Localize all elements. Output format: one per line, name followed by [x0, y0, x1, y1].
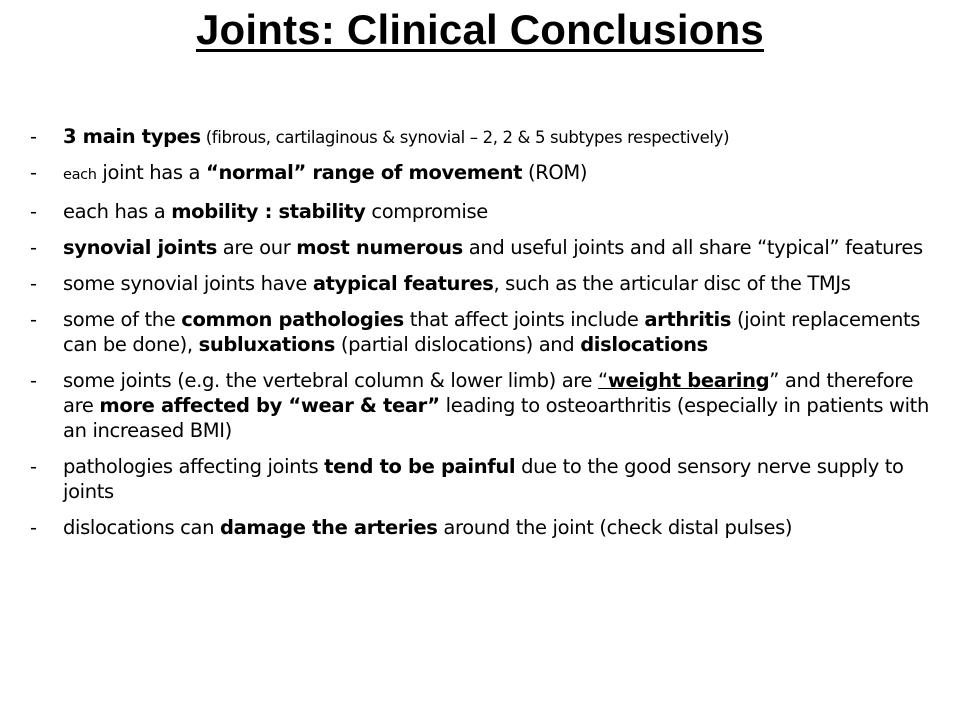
bullet-text: (ROM)	[522, 161, 588, 184]
slide-title: Joints: Clinical Conclusions	[195, 6, 764, 53]
bullet-text: due to the good sensory nerve supply to joints	[63, 455, 904, 503]
bullet-text-bold: damage the arteries	[219, 516, 438, 539]
bullet-text: are our	[216, 236, 297, 259]
bullet-text: some of the	[63, 308, 182, 331]
bullet-dash: -	[30, 125, 37, 148]
bullet-text-bold: tend to be painful	[324, 455, 516, 478]
bullet-text-bold: common pathologies	[181, 308, 404, 331]
bullet-item	[30, 307, 940, 357]
bullet-dash: -	[30, 161, 37, 184]
bullet-text: , such as the articular disc of the TMJs	[493, 272, 851, 295]
bullet-text: (joint replacements can be done),	[63, 308, 921, 356]
bullet-item	[30, 124, 940, 150]
bullet-dash: -	[30, 236, 37, 259]
bullet-text-bold: 3 main types	[63, 125, 201, 148]
bullet-text-bold: “normal” range of movement	[206, 161, 523, 184]
bullet-text: dislocations can	[63, 516, 220, 539]
bullet-text: some joints (e.g. the vertebral column & lower limb) are	[63, 369, 599, 392]
bullet-text: that affect joints include	[403, 308, 645, 331]
bullet-text: joint has a	[96, 161, 207, 184]
bullet-item	[30, 515, 940, 540]
bullet-dash: -	[30, 272, 37, 295]
bullet-text-bold-underlined: weight bearing	[607, 369, 770, 392]
bullet-item	[30, 160, 940, 188]
bullet-text: each has a	[63, 200, 172, 223]
bullet-text-bold: arthritis	[644, 308, 732, 331]
bullet-dash: -	[30, 308, 37, 331]
bullet-text: compromise	[365, 200, 488, 223]
bullet-text: around the joint (check distal pulses)	[437, 516, 793, 539]
bullet-text-bold: atypical features	[312, 272, 494, 295]
bullet-text: (fibrous, cartilaginous & synovial – 2, 2 & 5 subtypes respectively)	[200, 128, 730, 147]
bullet-dash: -	[30, 455, 37, 478]
bullet-item	[30, 199, 940, 224]
bullet-text: ” and therefore are	[63, 369, 914, 417]
bullet-text: pathologies affecting joints	[63, 455, 325, 478]
bullet-dash: -	[30, 516, 37, 539]
bullet-item	[30, 271, 940, 296]
bullet-text-bold: dislocations	[580, 333, 708, 356]
bullet-text-bold: more affected by “wear & tear”	[99, 394, 440, 417]
bullet-text-bold: synovial joints	[63, 236, 217, 259]
bullet-dash: -	[30, 200, 37, 223]
bullet-text-underlined: “	[598, 369, 608, 392]
bullet-text-bold: subluxations	[198, 333, 336, 356]
bullet-list	[30, 124, 940, 540]
bullet-dash: -	[30, 369, 37, 392]
bullet-text: leading to osteoarthritis (especially in patients with an increased BMI)	[63, 394, 929, 442]
bullet-text-bold: mobility : stability	[171, 200, 366, 223]
bullet-text: (partial dislocations) and	[335, 333, 581, 356]
bullet-text: each	[63, 167, 97, 183]
bullet-text-bold: most numerous	[296, 236, 463, 259]
bullet-item	[30, 368, 940, 443]
bullet-text: some synovial joints have	[63, 272, 313, 295]
bullet-text: and useful joints and all share “typical” features	[462, 236, 923, 259]
bullet-item	[30, 235, 940, 260]
bullet-item	[30, 454, 940, 504]
